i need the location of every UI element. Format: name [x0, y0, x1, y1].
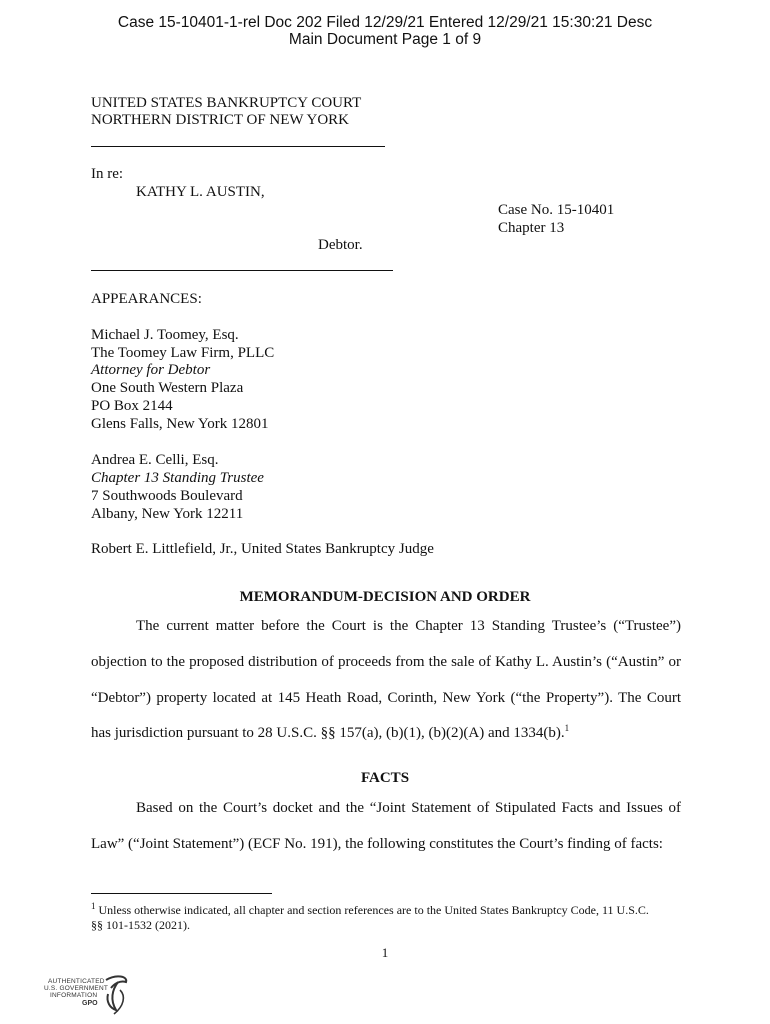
intro-line4-text: has jurisdiction pursuant to 28 U.S.C. §§ 157(a), (b)(1), (b)(2)(A) and 1334(b). — [91, 725, 565, 741]
in-re-label: In re: — [91, 166, 124, 182]
footnote-line1 — [91, 903, 649, 918]
trustee-address2: Albany, New York 12211 — [91, 506, 244, 522]
intro-line4 — [91, 725, 569, 742]
trustee-address1: 7 Southwoods Boulevard — [91, 488, 243, 504]
debtor-label: Debtor. — [318, 237, 363, 253]
gpo-line1: AUTHENTICATED — [48, 978, 105, 985]
court-name-line1: UNITED STATES BANKRUPTCY COURT — [91, 95, 362, 111]
footnote-text: Unless otherwise indicated, all chapter and section references are to the United States Bankruptcy Code, 11 U.S.C. — [98, 903, 649, 917]
filing-header-line1: Case 15-10401-1-rel Doc 202 Filed 12/29/21 Entered 12/29/21 15:30:21 Desc — [117, 14, 653, 31]
gpo-authenticated-seal — [40, 972, 135, 1018]
gpo-line4: GPO — [82, 1000, 98, 1007]
footnote-marker: 1 — [91, 901, 96, 911]
case-number: Case No. 15-10401 — [498, 202, 615, 218]
footnote-ref[interactable]: 1 — [564, 723, 570, 733]
caption-top-rule — [91, 146, 385, 147]
attorney-role: Attorney for Debtor — [91, 362, 211, 378]
debtor-name: KATHY L. AUSTIN, — [136, 184, 265, 200]
judge-line: Robert E. Littlefield, Jr., United States Bankruptcy Judge — [91, 541, 434, 557]
filing-header-line2: Main Document Page 1 of 9 — [288, 31, 482, 48]
decision-title: MEMORANDUM-DECISION AND ORDER — [239, 589, 531, 605]
intro-line3: “Debtor”) property located at 145 Heath Road, Corinth, New York (“the Property”). The Court — [91, 690, 681, 706]
attorney-firm: The Toomey Law Firm, PLLC — [91, 345, 275, 361]
gpo-line2: U.S. GOVERNMENT — [44, 985, 109, 992]
facts-line2: Law” (“Joint Statement”) (ECF No. 191), the following constitutes the Court’s finding of facts: — [91, 836, 663, 852]
appearances-heading: APPEARANCES: — [91, 291, 202, 307]
trustee-name: Andrea E. Celli, Esq. — [91, 452, 219, 468]
footnote-line2: §§ 101-1532 (2021). — [91, 918, 190, 932]
page-number: 1 — [381, 945, 389, 960]
trustee-role: Chapter 13 Standing Trustee — [91, 470, 264, 486]
footnote-rule — [91, 893, 272, 894]
intro-line2: objection to the proposed distribution of proceeds from the sale of Kathy L. Austin’s (“Austin” or — [91, 654, 681, 670]
court-name-line2: NORTHERN DISTRICT OF NEW YORK — [91, 112, 349, 128]
gpo-line3: INFORMATION — [50, 992, 98, 999]
attorney-address3: Glens Falls, New York 12801 — [91, 416, 269, 432]
facts-heading: FACTS — [360, 770, 410, 786]
caption-bottom-rule — [91, 270, 393, 271]
attorney-name: Michael J. Toomey, Esq. — [91, 327, 239, 343]
attorney-address2: PO Box 2144 — [91, 398, 173, 414]
facts-line1: Based on the Court’s docket and the “Joint Statement of Stipulated Facts and Issues of — [136, 800, 681, 816]
chapter-label: Chapter 13 — [498, 220, 565, 236]
intro-line1: The current matter before the Court is the Chapter 13 Standing Trustee’s (“Trustee”) — [136, 618, 681, 634]
attorney-address1: One South Western Plaza — [91, 380, 244, 396]
